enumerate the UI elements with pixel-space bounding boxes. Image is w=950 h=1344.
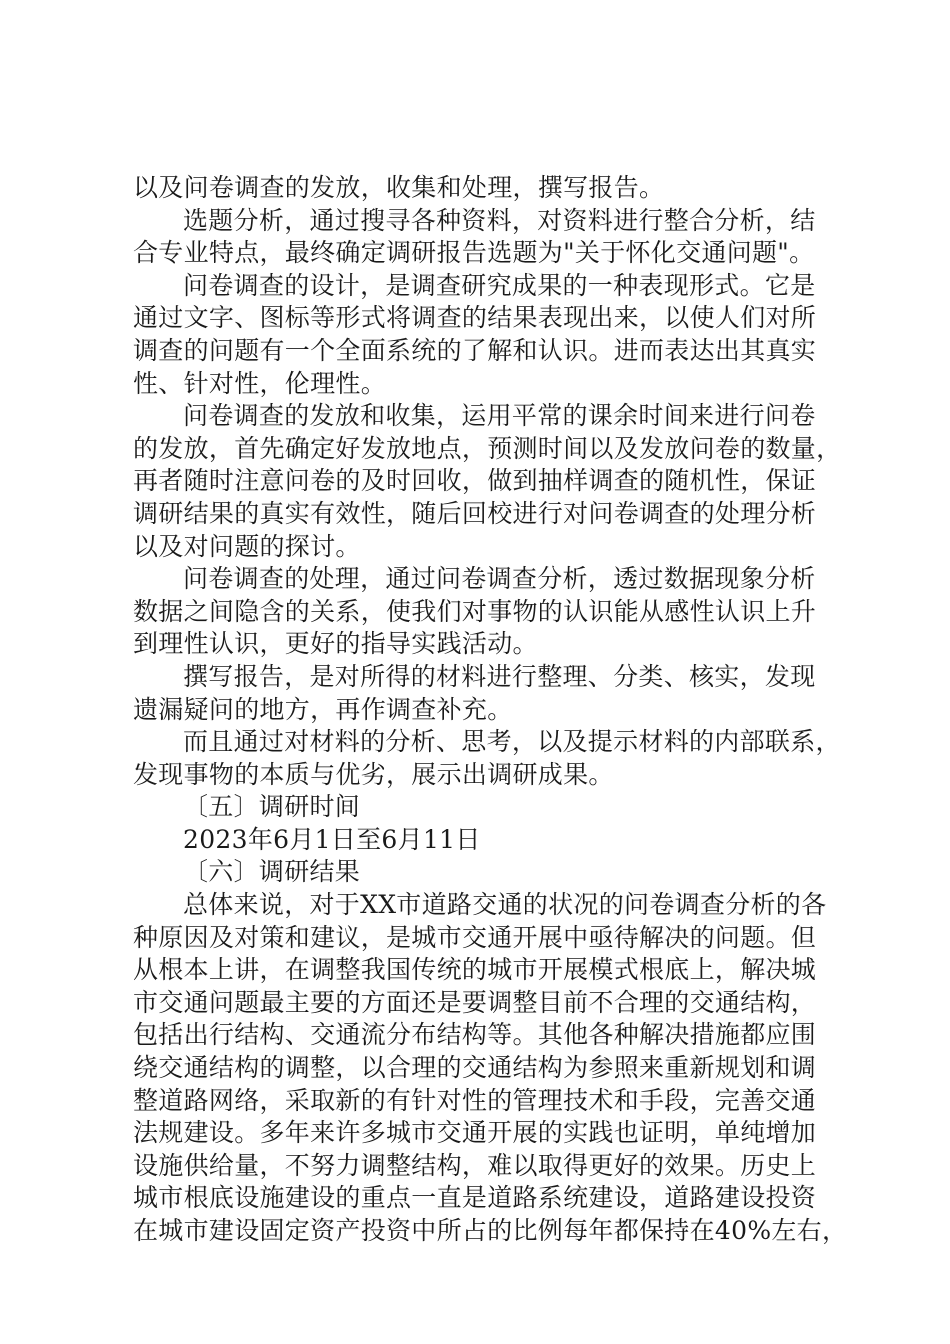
text-line: 撰写报告，是对所得的材料进行整理、分类、核实，发现 (183, 661, 816, 691)
text-line: 2023年6月1日至6月11日 (183, 824, 481, 854)
text-line: 选题分析，通过搜寻各种资料，对资料进行整合分析，结 (183, 205, 816, 235)
text-line: 种原因及对策和建议，是城市交通开展中亟待解决的问题。但 (133, 922, 817, 952)
document-body (133, 172, 848, 1248)
text-line: 〔五〕调研时间 (183, 792, 361, 822)
text-line: 调查的问题有一个全面系统的了解和认识。进而表达出其真实 (133, 335, 817, 365)
text-line: 设施供给量，不努力调整结构，难以取得更好的效果。历史上 (133, 1150, 817, 1180)
text-line: 通过文字、图标等形式将调查的结果表现出来，以使人们对所 (133, 303, 817, 333)
text-line: 问卷调查的设计，是调查研究成果的一种表现形式。它是 (183, 270, 816, 300)
text-line: 法规建设。多年来许多城市交通开展的实践也证明，单纯增加 (133, 1118, 817, 1148)
text-line: 数据之间隐含的关系，使我们对事物的认识能从感性认识上升 (133, 596, 817, 626)
text-line: 〔六〕调研结果 (183, 857, 361, 887)
text-line: 在城市建设固定资产投资中所占的比例每年都保持在40%左右， (133, 1216, 848, 1245)
text-line: 总体来说，对于XX市道路交通的状况的问卷调查分析的各 (183, 890, 827, 920)
text-line: 性、针对性，伦理性。 (133, 368, 387, 398)
text-line: 从根本上讲，在调整我国传统的城市开展模式根底上，解决城 (133, 955, 817, 985)
text-line: 绕交通结构的调整，以合理的交通结构为参照来重新规划和调 (133, 1053, 817, 1083)
text-line: 而且通过对材料的分析、思考，以及提示材料的内部联系， (183, 727, 841, 757)
text-line: 整道路网络，采取新的有针对性的管理技术和手段，完善交通 (133, 1085, 817, 1115)
text-line: 以及问卷调查的发放，收集和处理，撰写报告。 (133, 173, 665, 202)
text-line: 问卷调查的处理，通过问卷调查分析，透过数据现象分析 (183, 564, 816, 594)
text-line: 合专业特点，最终确定调研报告选题为"关于怀化交通问题"。 (133, 238, 815, 268)
text-line: 问卷调查的发放和收集，运用平常的课余时间来进行问卷 (183, 401, 816, 431)
text-line: 发现事物的本质与优劣，展示出调研成果。 (133, 759, 614, 789)
text-line: 到理性认识，更好的指导实践活动。 (133, 629, 538, 659)
text-line: 的发放，首先确定好发放地点，预测时间以及发放问卷的数量， (133, 433, 842, 463)
text-line: 再者随时注意问卷的及时回收，做到抽样调查的随机性，保证 (133, 466, 817, 496)
text-line: 调研结果的真实有效性，随后回校进行对问卷调查的处理分析 (133, 498, 817, 528)
text-line: 以及对问题的探讨。 (133, 531, 361, 561)
text-line: 包括出行结构、交通流分布结构等。其他各种解决措施都应围 (133, 1020, 817, 1050)
text-line: 城市根底设施建设的重点一直是道路系统建设，道路建设投资 (133, 1183, 817, 1213)
text-line: 遗漏疑问的地方，再作调查补充。 (133, 694, 513, 724)
text-line: 市交通问题最主要的方面还是要调整目前不合理的交通结构， (133, 987, 817, 1017)
